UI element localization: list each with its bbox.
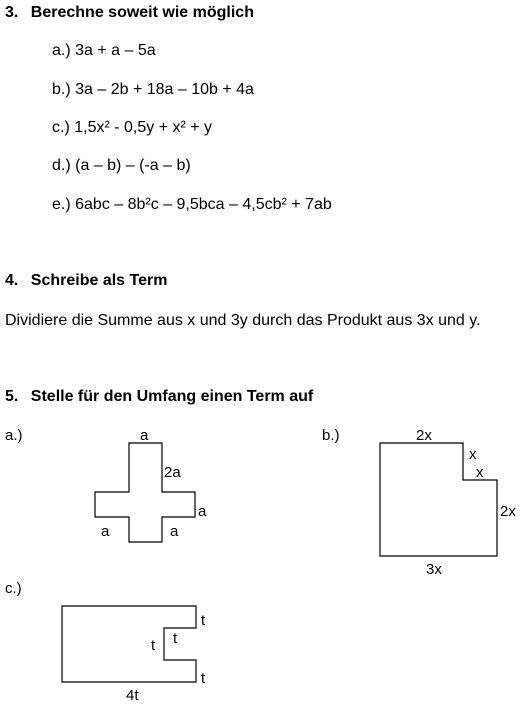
- task5-number: 5.: [5, 388, 19, 405]
- fig-a-top-label: a: [140, 427, 149, 444]
- fig-b-stepped-shape: [380, 443, 497, 556]
- task3-number: 3.: [5, 4, 19, 21]
- fig-a-bottom-left-label: a: [101, 523, 110, 540]
- task4-text: Dividiere die Summe aus x und 3y durch das Produkt aus 3x und y.: [5, 312, 481, 329]
- fig-a-label: a.): [5, 427, 23, 444]
- task3-item-e: e.) 6abc – 8b²c – 9,5bca – 4,5cb² + 7ab: [52, 196, 332, 213]
- fig-a-arm-height-label: 2a: [164, 464, 181, 481]
- fig-c-right-bottom-label: t: [201, 670, 206, 687]
- fig-c-bottom-label: 4t: [126, 687, 139, 704]
- task3-item-c: c.) 1,5x² - 0,5y + x² + y: [52, 119, 213, 136]
- task3-item-b: b.) 3a – 2b + 18a – 10b + 4a: [52, 81, 254, 98]
- fig-c-inner-top-label: t: [173, 630, 178, 647]
- fig-b-label: b.): [322, 427, 340, 444]
- fig-c-label: c.): [5, 580, 22, 597]
- fig-c-right-top-label: t: [201, 612, 206, 629]
- fig-b-step-vertical-label: x: [469, 446, 477, 463]
- task4-number: 4.: [5, 272, 19, 289]
- fig-a-bottom-right-label: a: [170, 523, 179, 540]
- fig-b-step-horizontal-label: x: [476, 464, 484, 481]
- task3-item-d: d.) (a – b) – (-a – b): [52, 157, 191, 174]
- fig-c-inner-left-label: t: [151, 637, 156, 654]
- fig-b-bottom-label: 3x: [426, 561, 442, 578]
- fig-a-right-label: a: [198, 503, 207, 520]
- task3-title: Berechne soweit wie möglich: [30, 4, 254, 21]
- fig-b-top-label: 2x: [416, 427, 432, 444]
- fig-a-cross-shape: [95, 443, 195, 542]
- task5-title: Stelle für den Umfang einen Term auf: [30, 388, 314, 405]
- fig-b-right-label: 2x: [500, 503, 516, 520]
- task3-item-a: a.) 3a + a – 5a: [52, 42, 156, 59]
- task4-title: Schreibe als Term: [30, 272, 168, 289]
